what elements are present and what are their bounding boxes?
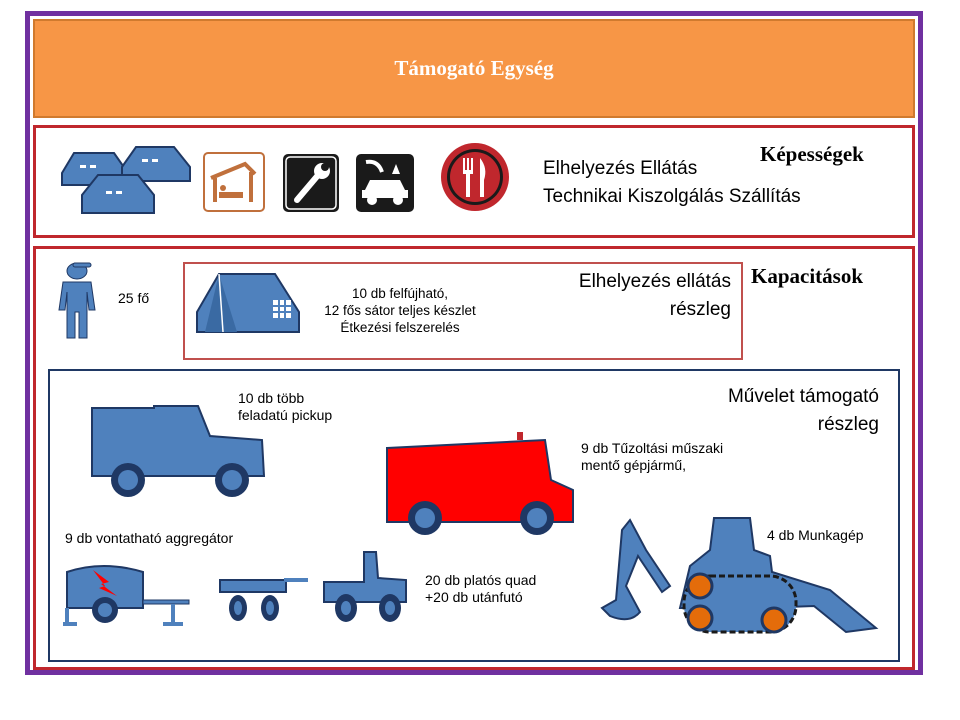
car-service-icon: [356, 154, 414, 212]
trailer-icon: [218, 574, 310, 626]
elhelyezes-desc-line2: 12 fős sátor teljes készlet: [324, 303, 476, 318]
aggregator-icon: [63, 560, 191, 628]
page-title: Támogató Egység: [394, 56, 554, 80]
quad-label-line2: +20 db utánfutó: [425, 589, 523, 605]
pickup-label: [238, 390, 332, 424]
elhelyezes-desc: [290, 285, 510, 336]
kepessegek-line1: Elhelyezés Ellátás: [543, 158, 698, 179]
tent-icon: [197, 272, 301, 334]
elhelyezes-title: [511, 268, 731, 324]
fire-truck-icon: [385, 432, 577, 536]
fire-truck-label: [581, 440, 723, 474]
elhelyezes-title-line2: részleg: [669, 299, 731, 320]
muvelet-title-line1: Művelet támogató: [727, 386, 879, 407]
kepessegek-line2: Technikai Kiszolgálás Szállítás: [543, 186, 801, 207]
person-icon: [55, 262, 99, 340]
shelter-icon: [203, 152, 265, 212]
quad-label: [425, 572, 536, 606]
elhelyezes-desc-line1: 10 db felfújható,: [351, 286, 449, 301]
muvelet-title-line2: részleg: [817, 414, 879, 435]
pickup-label-line2: feladatú pickup: [238, 407, 333, 423]
work-machine-icon: [600, 516, 884, 644]
tents-icon: [62, 145, 194, 217]
muvelet-title: [619, 383, 879, 439]
aggregator-label: 9 db vontatható aggregátor: [65, 530, 234, 546]
personnel-count: 25 fő: [118, 290, 150, 306]
fork-knife-icon: [440, 142, 510, 212]
kapacitasok-title: Kapacitások: [751, 264, 864, 288]
kepessegek-title: Képességek: [760, 142, 864, 166]
elhelyezes-desc-line3: Étkezési felszerelés: [340, 320, 460, 335]
fire-truck-label-line2: mentő gépjármű,: [581, 457, 687, 473]
fire-truck-label-line1: 9 db Tűzoltási műszaki: [581, 440, 724, 456]
elhelyezes-title-line1: Elhelyezés ellátás: [578, 271, 731, 292]
quad-label-line1: 20 db platós quad: [425, 572, 537, 588]
quad-icon: [322, 550, 408, 626]
wrench-icon: [283, 154, 339, 212]
pickup-label-line1: 10 db több: [238, 390, 305, 406]
title-banner: [33, 19, 915, 118]
machine-label: 4 db Munkagép: [767, 527, 864, 543]
